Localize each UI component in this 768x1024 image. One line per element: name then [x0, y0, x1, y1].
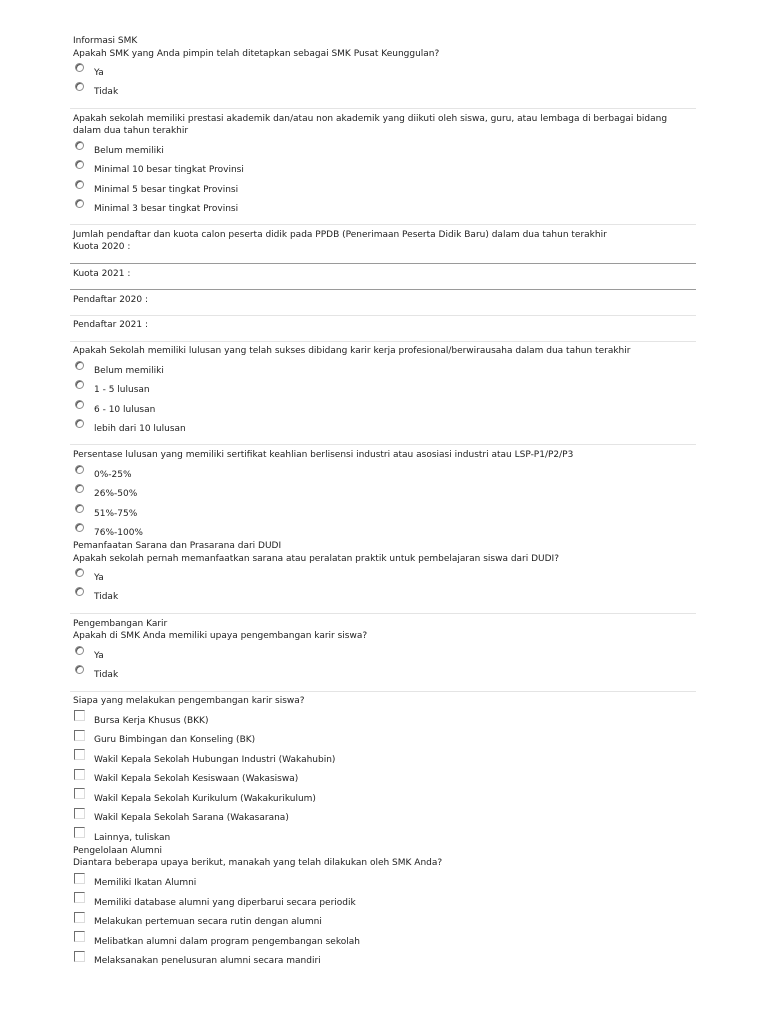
checkbox-wakasiswa[interactable]	[74, 769, 85, 780]
question-upaya-karir: Apakah di SMK Anda memiliki upaya pengembangan karir siswa?	[73, 631, 368, 641]
radio-belum-memiliki[interactable]	[75, 141, 84, 150]
radio-76-100[interactable]	[75, 523, 84, 532]
section-title-pengembangan-karir: Pengembangan Karir	[73, 619, 168, 629]
radio-tidak[interactable]	[75, 82, 84, 91]
option-label: Belum memiliki	[94, 146, 164, 156]
radio-minimal-10[interactable]	[75, 160, 84, 169]
field-label-kuota-2021: Kuota 2021 :	[73, 269, 131, 279]
option-label: 51%-75%	[94, 509, 138, 519]
radio-51-75[interactable]	[75, 504, 84, 513]
question-siapa-pengembangan: Siapa yang melakukan pengembangan karir siswa?	[73, 696, 305, 706]
question-persentase-sertifikat: Persentase lulusan yang memiliki sertifikat keahlian berlisensi industri atau asosiasi industri atau LSP-P1/P2/P3	[73, 450, 574, 460]
field-label-kuota-2020: Kuota 2020 :	[73, 242, 131, 252]
divider	[70, 444, 696, 445]
radio-ya[interactable]	[75, 646, 84, 655]
option-label: 1 - 5 lulusan	[94, 385, 150, 395]
radio-ya[interactable]	[75, 63, 84, 72]
question-prestasi-cont: dalam dua tahun terakhir	[73, 126, 189, 136]
checkbox-melibatkan-alumni[interactable]	[74, 931, 85, 942]
option-label: lebih dari 10 lulusan	[94, 424, 186, 434]
question-lulusan-sukses: Apakah Sekolah memiliki lulusan yang telah sukses dibidang karir kerja profesional/berwirausaha dalam dua tahun terakhir	[73, 346, 631, 356]
question-prestasi: Apakah sekolah memiliki prestasi akademik dan/atau non akademik yang diikuti oleh siswa, guru, atau lembaga di berbagai bidang	[73, 114, 668, 124]
option-label: 76%-100%	[94, 528, 143, 538]
radio-6-10-lulusan[interactable]	[75, 400, 84, 409]
option-label: Melibatkan alumni dalam program pengembangan sekolah	[94, 937, 360, 947]
option-label: Wakil Kepala Sekolah Kesiswaan (Wakasiswa)	[94, 774, 299, 784]
question-upaya-alumni: Diantara beberapa upaya berikut, manakah yang telah dilakukan oleh SMK Anda?	[73, 858, 443, 868]
checkbox-wakahubin[interactable]	[74, 749, 85, 760]
option-label: Lainnya, tuliskan	[94, 833, 171, 843]
checkbox-wakasarana[interactable]	[74, 808, 85, 819]
radio-1-5-lulusan[interactable]	[75, 380, 84, 389]
option-label: Tidak	[94, 670, 119, 680]
option-label: Melaksanakan penelusuran alumni secara mandiri	[94, 956, 321, 966]
question-sarana-dudi: Apakah sekolah pernah memanfaatkan sarana atau peralatan praktik untuk pembelajaran siswa dari DUDI?	[73, 554, 559, 564]
checkbox-penelusuran-alumni[interactable]	[74, 951, 85, 962]
input-line-kuota-2020[interactable]	[70, 263, 696, 264]
section-title-informasi-smk: Informasi SMK	[73, 36, 138, 46]
divider	[70, 613, 696, 614]
option-label: Memiliki Ikatan Alumni	[94, 878, 197, 888]
field-label-pendaftar-2020: Pendaftar 2020 :	[73, 295, 148, 305]
question-smk-pusat-keunggulan: Apakah SMK yang Anda pimpin telah ditetapkan sebagai SMK Pusat Keunggulan?	[73, 49, 440, 59]
option-label: Belum memiliki	[94, 366, 164, 376]
checkbox-lainnya[interactable]	[74, 827, 85, 838]
radio-belum-memiliki[interactable]	[75, 361, 84, 370]
radio-0-25[interactable]	[75, 465, 84, 474]
divider	[70, 691, 696, 692]
option-label: Guru Bimbingan dan Konseling (BK)	[94, 735, 256, 745]
option-label: Ya	[94, 651, 104, 661]
option-label: Wakil Kepala Sekolah Hubungan Industri (Wakahubin)	[94, 755, 336, 765]
checkbox-database-alumni[interactable]	[74, 892, 85, 903]
option-label: Memiliki database alumni yang diperbarui secara periodik	[94, 898, 356, 908]
radio-ya[interactable]	[75, 568, 84, 577]
radio-26-50[interactable]	[75, 484, 84, 493]
option-label: Wakil Kepala Sekolah Kurikulum (Wakakurikulum)	[94, 794, 316, 804]
question-ppdb: Jumlah pendaftar dan kuota calon peserta didik pada PPDB (Penerimaan Peserta Didik Baru) dalam dua tahun terakhir	[73, 230, 607, 240]
option-label: Wakil Kepala Sekolah Sarana (Wakasarana)	[94, 813, 289, 823]
option-label: Melakukan pertemuan secara rutin dengan alumni	[94, 917, 322, 927]
checkbox-bk[interactable]	[74, 730, 85, 741]
option-label: Minimal 5 besar tingkat Provinsi	[94, 185, 239, 195]
option-label: Ya	[94, 573, 104, 583]
field-label-pendaftar-2021: Pendaftar 2021 :	[73, 320, 148, 330]
option-label: 0%-25%	[94, 470, 132, 480]
divider	[70, 341, 696, 342]
option-label: Ya	[94, 68, 104, 78]
section-title-pengelolaan-alumni: Pengelolaan Alumni	[73, 846, 163, 856]
option-label: Tidak	[94, 87, 119, 97]
option-label: Minimal 3 besar tingkat Provinsi	[94, 204, 239, 214]
checkbox-ikatan-alumni[interactable]	[74, 873, 85, 884]
divider	[70, 108, 696, 109]
checkbox-wakakurikulum[interactable]	[74, 788, 85, 799]
option-label: 6 - 10 lulusan	[94, 405, 156, 415]
checkbox-pertemuan-rutin[interactable]	[74, 912, 85, 923]
divider	[70, 315, 696, 316]
section-title-dudi: Pemanfaatan Sarana dan Prasarana dari DUDI	[73, 541, 282, 551]
radio-lebih-10-lulusan[interactable]	[75, 419, 84, 428]
option-label: Bursa Kerja Khusus (BKK)	[94, 716, 209, 726]
radio-tidak[interactable]	[75, 665, 84, 674]
option-label: Tidak	[94, 592, 119, 602]
input-line-kuota-2021[interactable]	[70, 289, 696, 290]
option-label: Minimal 10 besar tingkat Provinsi	[94, 165, 244, 175]
radio-tidak[interactable]	[75, 587, 84, 596]
option-label: 26%-50%	[94, 489, 138, 499]
checkbox-bkk[interactable]	[74, 710, 85, 721]
divider	[70, 224, 696, 225]
radio-minimal-3[interactable]	[75, 199, 84, 208]
radio-minimal-5[interactable]	[75, 180, 84, 189]
